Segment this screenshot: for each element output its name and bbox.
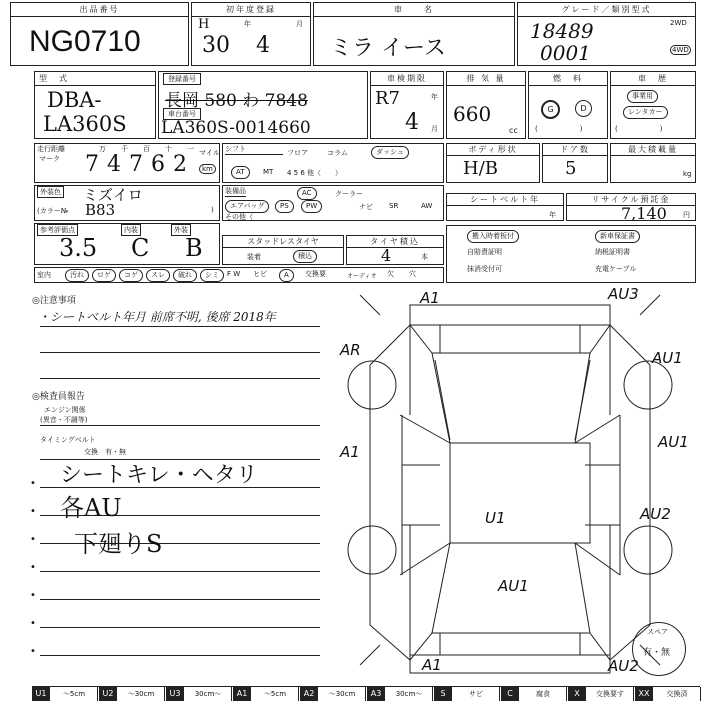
inspection-box [370, 71, 444, 139]
fuel-paren: ( ) [535, 125, 583, 133]
mile-label: マイル [199, 149, 220, 157]
tire-load-box [346, 235, 444, 265]
displacement-value: 660 [453, 102, 492, 126]
legend-desc: 〜30cm [319, 687, 366, 701]
history-paren: ( ) [615, 125, 663, 133]
mileage-box [34, 143, 220, 183]
mark-a1-front-left: A1 [420, 289, 440, 307]
rule-line [40, 627, 320, 628]
color-label: 外装色 [37, 186, 64, 198]
inspection-month-unit: 月 [431, 125, 438, 133]
spare-circle [632, 622, 686, 676]
year-unit: 年 [244, 20, 251, 28]
month-unit: 月 [296, 20, 303, 28]
shift-speeds: 4 5 6 他（ ） [287, 169, 343, 177]
interior-label: 内装 [121, 224, 141, 236]
body-label: ボディ形状 [447, 144, 539, 156]
condition-tag: 破れ [173, 269, 197, 282]
model-label: 型 式 [35, 72, 155, 86]
left-side-panel [370, 325, 432, 660]
doors-box [542, 143, 608, 183]
score-box [34, 223, 220, 265]
equip-sr: SR [389, 202, 399, 210]
doors-label: ドア数 [543, 144, 607, 156]
mileage-unit: 千 [121, 145, 128, 153]
legend-code: A1 [233, 687, 251, 701]
cc-unit: cc [509, 126, 518, 135]
color-code-value: B83 [85, 201, 116, 219]
seatbelt-label: シートベルト年 [447, 194, 563, 206]
shift-at: AT [231, 166, 250, 179]
mileage-unit: 万 [99, 145, 106, 153]
mileage-digit: 4 [107, 152, 121, 177]
studless-loaded: 積込 [293, 250, 317, 263]
recycle-box [566, 193, 696, 221]
windshield [435, 360, 590, 440]
document-flag: 自賠責証明 [467, 248, 502, 256]
bullet: • [30, 478, 36, 489]
reg-no-label: 登録番号 [163, 73, 201, 85]
car-name-box [313, 2, 515, 66]
model-box [34, 71, 156, 139]
spare-label: スペア [647, 628, 668, 636]
legend-desc: 交換要す [587, 687, 634, 701]
remark-3: 下廻りS [74, 530, 163, 558]
color-value: ミズイロ [83, 186, 143, 204]
legend-desc: 30cm〜 [185, 687, 232, 701]
rule-line [40, 655, 320, 656]
history-rental: レンタカー [623, 106, 668, 119]
recycle-label: リサイクル預託金 [567, 194, 695, 206]
wheel-rear-left [348, 526, 396, 574]
mark-ar: AR [340, 341, 361, 359]
spare-value: 有・無 [643, 648, 671, 658]
mileage-unit: 十 [165, 145, 172, 153]
shift-dash: ダッシュ [371, 146, 409, 159]
mileage-unit: 百 [143, 145, 150, 153]
timing-label: タイミングベルト [40, 436, 96, 444]
condition-tag: A [279, 269, 294, 282]
bullet: • [30, 590, 36, 601]
roof-panel [450, 443, 590, 543]
reg-year-value: 30 [202, 33, 230, 58]
document-flag: 充電ケーブル [595, 265, 637, 273]
tire-load-value: 4 [381, 246, 392, 265]
legend-desc: 〜30cm [118, 687, 165, 701]
mark-a1-rear-left: A1 [422, 656, 442, 674]
condition-tag: 交換要 [305, 270, 326, 278]
wheel-front-left [348, 361, 396, 409]
engine-sub: (異音・不調等) [40, 416, 88, 424]
legend-code: C [501, 687, 519, 701]
legend-code: S [434, 687, 452, 701]
lot-number-value: NG0710 [29, 25, 141, 58]
remark-2: 各AU [60, 494, 122, 522]
km-label: km [199, 164, 216, 174]
engine-label: エンジン関係 [44, 406, 86, 414]
legend-desc: 〜5cm [252, 687, 299, 701]
score-label: 参考評価点 [37, 224, 78, 236]
color-box [34, 185, 220, 221]
front-panel [440, 325, 580, 353]
mileage-digit: 6 [151, 152, 165, 177]
condition-tag: ロゲ [92, 269, 116, 282]
model-value-1: DBA- [47, 88, 102, 112]
mark-au1-right-door: AU1 [658, 433, 689, 451]
shift-column: コラム [327, 149, 348, 157]
car-damage-diagram [340, 285, 689, 675]
rule-line [40, 378, 320, 379]
score-value: 3.5 [59, 234, 98, 262]
grade-box [517, 2, 696, 66]
registration-box [158, 71, 368, 139]
studless-label: スタッドレスタイヤ [223, 236, 343, 248]
exterior-value: B [185, 234, 203, 262]
inspection-label: 車検期限 [371, 72, 443, 86]
remark-1: シートキレ・ヘタリ [60, 463, 258, 488]
left-doors [400, 415, 450, 575]
equipment-box [222, 185, 444, 221]
displacement-box [446, 71, 526, 139]
condition-tag: ヒビ [253, 270, 267, 278]
inspection-month-value: 4 [405, 110, 419, 135]
fw-label: F W [227, 270, 241, 278]
top-bumper [410, 305, 610, 325]
bullet: • [30, 506, 36, 517]
seatbelt-year-unit: 年 [549, 211, 556, 219]
mark-au1-rear: AU1 [498, 577, 529, 595]
audio-label: オーディオ [347, 273, 377, 280]
bullet: • [30, 646, 36, 657]
drive-4wd: 4WD [672, 46, 689, 54]
fuel-label: 燃 料 [529, 72, 607, 86]
fuel-gasoline: G [541, 100, 560, 119]
lot-number-box [10, 2, 189, 66]
rule-line [40, 326, 320, 327]
condition-tag: 汚れ [65, 269, 89, 282]
reg-month-value: 4 [256, 33, 270, 58]
document-flag: 納税証明書 [595, 248, 630, 256]
legend-desc: 〜5cm [51, 687, 98, 701]
bullet: • [30, 534, 36, 545]
mark-au3-front-right: AU3 [608, 285, 639, 303]
condition-tag: スレ [146, 269, 170, 282]
equip-aw: AW [421, 202, 433, 210]
condition-tag: シミ [200, 269, 224, 282]
document-flag: 抹消受付可 [467, 265, 502, 273]
legend-desc: 交換済 [654, 687, 701, 701]
legend-code: A3 [367, 687, 385, 701]
document-flag: 新車保証書 [595, 230, 640, 243]
right-doors [575, 415, 620, 575]
diag-lines [360, 295, 660, 665]
legend-code: U2 [99, 687, 117, 701]
color-paren-close: ) [211, 206, 214, 214]
fuel-diesel: D [575, 100, 592, 117]
condition-tag: 欠 [387, 270, 394, 278]
shift-box [222, 143, 444, 183]
wheel-arches [410, 325, 610, 655]
history-business: 事業用 [627, 90, 658, 103]
inspection-year-unit: 年 [431, 93, 438, 101]
legend-desc: サビ [453, 687, 500, 701]
color-code-label: (カラー№ [37, 207, 69, 215]
chassis-value: LA360S-0014660 [161, 118, 311, 138]
mark-a1-left: A1 [340, 443, 360, 461]
legend-desc: 30cm〜 [386, 687, 433, 701]
condition-tag: コゲ [119, 269, 143, 282]
legend-code: A2 [300, 687, 318, 701]
equip-ps: PS [275, 200, 294, 213]
displacement-label: 排 気 量 [447, 72, 525, 86]
hood-panel [432, 353, 590, 443]
legend-desc: 腐食 [520, 687, 567, 701]
inspection-era-value: R7 [375, 88, 401, 109]
history-label: 車 歴 [611, 72, 695, 86]
rule-line [40, 352, 320, 353]
load-box [610, 143, 696, 183]
history-box [610, 71, 696, 139]
reg-no-value: 長岡 580 わ 7848 [165, 91, 308, 111]
shift-floor: フロア [287, 149, 308, 157]
equip-pw: PW [301, 200, 322, 213]
shift-mt: MT [263, 168, 274, 176]
mileage-digit: 7 [85, 152, 99, 177]
studless-box [222, 235, 344, 265]
mark-u1: U1 [485, 509, 506, 527]
seatbelt-box [446, 193, 564, 221]
mileage-label: 走行距離 [37, 145, 65, 153]
model-value-2: LA360S [43, 112, 127, 136]
damage-legend [32, 686, 700, 701]
car-name-value: ミラ イース [330, 36, 446, 61]
rule-line [40, 599, 320, 600]
drive-2wd: 2WD [670, 19, 687, 27]
studless-installed: 装着 [247, 253, 261, 261]
caution-text: ・シートベルト年月 前席不明, 後席 2018年 [38, 310, 276, 324]
legend-code: U1 [32, 687, 50, 701]
wheel-rear-right [624, 526, 672, 574]
legend-code: XX [635, 687, 653, 701]
mark-au2-rear-right: AU2 [608, 657, 639, 675]
car-name-label: 車 名 [314, 3, 514, 17]
condition-tag: 穴 [409, 270, 416, 278]
timing-sub: 交換 有・無 [84, 448, 126, 456]
shift-label: シフト [225, 144, 283, 155]
interior-cond-label: 室内 [37, 271, 51, 279]
exterior-label: 外装 [171, 224, 191, 236]
first-registration-label: 初年度登録 [192, 3, 310, 17]
legend-code: U3 [166, 687, 184, 701]
equip-label: 装備品 [225, 187, 246, 195]
mileage-digit: 2 [173, 152, 187, 177]
mark-label: マーク [39, 155, 60, 163]
rule-line [40, 425, 320, 426]
bullet: • [30, 618, 36, 629]
load-unit: kg [683, 170, 692, 178]
recycle-value: 7,140 [621, 204, 667, 223]
fuel-box [528, 71, 608, 139]
equip-ac: AC [297, 187, 317, 200]
caution-label: ◎注意事項 [32, 296, 76, 306]
grade-label: グレード／類別型式 [518, 3, 695, 17]
rear-bumper [440, 633, 580, 655]
rule-line [40, 571, 320, 572]
tire-load-unit: 本 [421, 253, 428, 261]
equip-navi: ナビ [359, 203, 373, 211]
condition-row [34, 267, 444, 283]
document-flag: 搬入時着板付 [467, 230, 519, 243]
equip-airbag: エアバッグ [225, 200, 269, 213]
wheel-front-right [624, 361, 672, 409]
mileage-digit: 7 [129, 152, 143, 177]
doors-value: 5 [565, 158, 577, 179]
mark-au2-right: AU2 [640, 505, 671, 523]
load-label: 最大積載量 [611, 144, 695, 156]
body-box [446, 143, 540, 183]
recycle-unit: 円 [683, 211, 690, 219]
interior-value: C [131, 234, 150, 262]
era-value: H [198, 17, 210, 32]
equip-other: その他（ [225, 213, 253, 221]
grade-value-2: 0001 [540, 41, 591, 65]
equip-cooler: クーラー [335, 190, 363, 198]
tire-load-label: タイヤ積込 [347, 236, 443, 248]
grade-value-1: 18489 [530, 19, 594, 43]
mark-au1-right: AU1 [652, 349, 683, 367]
mileage-unit: 一 [187, 145, 194, 153]
legend-code: X [568, 687, 586, 701]
lot-number-label: 出品番号 [11, 3, 188, 17]
documents-box [446, 225, 696, 283]
bullet: • [30, 562, 36, 573]
chassis-label: 車台番号 [163, 108, 201, 120]
first-registration-box [191, 2, 311, 66]
body-value: H/B [463, 158, 498, 179]
inspector-label: ◎検査員報告 [32, 392, 85, 402]
